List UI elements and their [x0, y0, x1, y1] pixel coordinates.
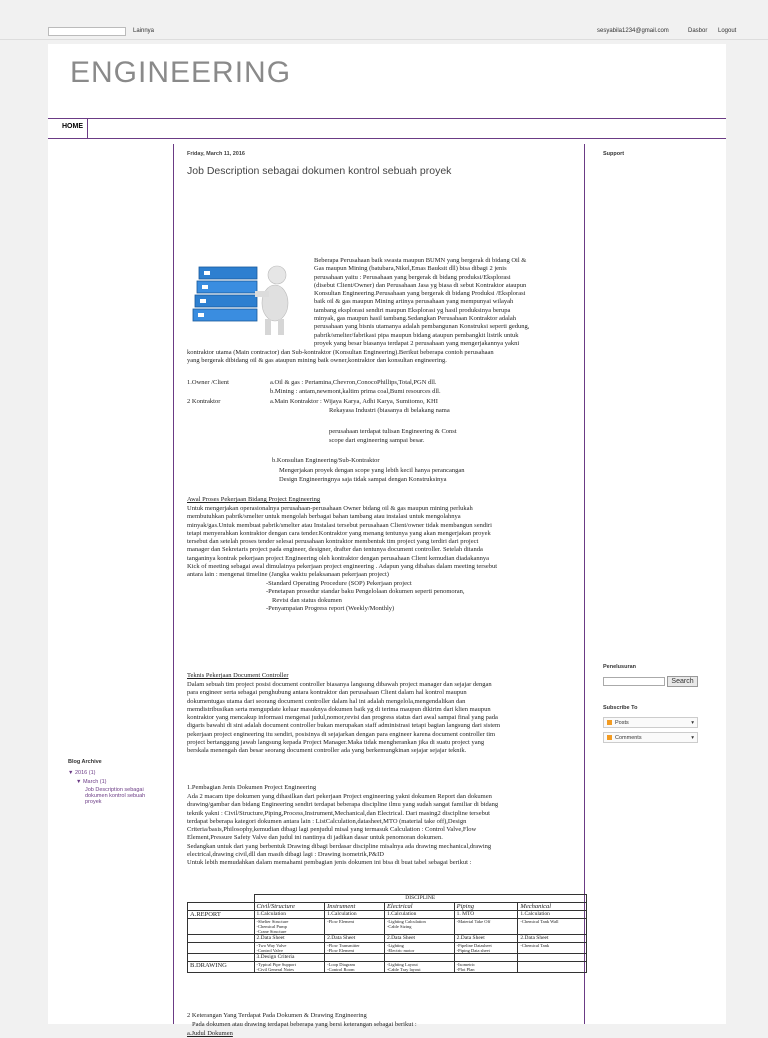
section-1-line: tanganinya kontrak pekerjaan project Engineering oleh kontraktor dengan perusahaan Client kemudian diadakannya [187, 554, 489, 562]
table-cell: 1. MTO [454, 911, 518, 919]
section-1-heading: Awal Proses Pekerjaan Bidang Project Engineering [187, 496, 321, 503]
section-2-heading: Teknis Pekerjaan Document Controller [187, 672, 289, 679]
kontraktor-line-3: perusahaan terdapat tulisan Engineering & Const [329, 428, 457, 435]
search-button[interactable]: Search [667, 676, 698, 687]
section-3-line: Untuk lebih memudahkan dalam memahami pembagian jenis dokumen ini bisa di buat tabel sebagai berikut : [187, 859, 472, 867]
table-cell: 2.Data Sheet [454, 935, 518, 943]
table-cell [518, 962, 587, 973]
table-cell: 1.Calculation [518, 911, 587, 919]
section-3-line: teknik yakni : Civil/Structure,Piping,Process,Instrument,Mechanical,dan Electrical. Dari masing2 discipline tersebut [187, 809, 490, 817]
support-title: Support [603, 151, 625, 157]
kontraktor-line-5: b.Konsultan Engineering/Sub-Kontraktor [272, 457, 380, 464]
table-cell: -Flow Transmitter -Flow Element [325, 943, 385, 954]
table-cell: -Chemical Tank [518, 943, 587, 954]
table-cell: -Flow Element [325, 919, 385, 935]
subscribe-title: Subscribe To [603, 705, 638, 711]
section-1-line: Untuk mengerjakan operasionalnya perusahaan-perusahaan Owner bidang oil & gas maupun mining perlukah [187, 505, 473, 512]
table-cell: -Chemical Tank Wall [518, 919, 587, 935]
archive-month[interactable]: ▼ March (1) [76, 779, 107, 785]
logout-link[interactable]: Logout [718, 28, 737, 34]
post-intro-line: pabrik/smelter/fabrikasi pipa maupun bidang ataupun pembangkit listrik untuk [314, 331, 519, 339]
blog-archive [68, 759, 168, 805]
sidebar-search-input[interactable] [603, 677, 665, 686]
table-cell: -Lighting -Electric motor [384, 943, 454, 954]
section-2-line: pekerjaan project engineering itu sendiri, posisinya di sejajarkan dengan para engineer karena document controller tim [187, 730, 496, 738]
table-row [188, 935, 587, 943]
section-3-line: terdapat beberapa kategori dokumen antara lain : ListCalculation,datasheet,MTO (material take off),Design [187, 817, 467, 825]
post-intro-line: Konsultan Engineering.Perusahaan yang bergerak di bidang Produksi /Eksplorasi [314, 290, 526, 298]
kontraktor-label: 2 Kontraktor [187, 398, 221, 405]
table-cell: -Pipeline Datasheet -Piping Data sheet [454, 943, 518, 954]
section-3-line: Element,Pressure Safety Valve dan judul ini nantinya di jadikan dasar untuk penomoran dokumen. [187, 834, 443, 842]
table-header-cell: Mechanical [518, 903, 587, 911]
subscribe-comments-label: Comments [615, 735, 642, 741]
post-intro-line: perusahaan yang bisnis utamanya adalah pembangunan Konstruksi seperti gedung, [314, 323, 530, 331]
section-2-line: dokumentugas utama dari seorang document controller dalam hal ini adalah mengelola,mengendalikan dan [187, 697, 466, 705]
archive-year[interactable]: ▼ 2016 (1) [68, 770, 96, 776]
section-2-line: berskala menengah dan besar seorang document controller ada yang berkemungkinan sejajar sejajar teknik. [187, 747, 467, 755]
post-title[interactable]: Job Description sebagai dokumen kontrol sebuah proyek [187, 165, 452, 177]
table-cell: -Lighting Layout -Cable Tray layout [384, 962, 454, 973]
table-cell [188, 943, 255, 954]
post-intro-line: tambang eksplorasi sendiri maupun Eksplorasi yg hasil produksinya berupa [314, 306, 511, 314]
post-intro-line: yang bergerak dibidang oil & gas ataupun mining baik owner,kontraktor dan konsultan engineering. [187, 357, 447, 365]
search-title: Penelusuran [603, 664, 637, 670]
feed-icon [607, 735, 612, 740]
table-header-cell: Instrument [325, 903, 385, 911]
tabs-border-bottom [48, 138, 726, 139]
subscribe-comments[interactable] [603, 732, 698, 743]
top-navbar [0, 0, 768, 40]
archive-post-link[interactable]: Job Description sebagai dokumen kontrol sebuah proyek [85, 787, 146, 805]
report-label: A.REPORT [188, 911, 255, 919]
owner-line-1: a.Oil & gas : Pertamina,Chevron,ConocoPhillips,Total,PGN dll. [270, 379, 437, 386]
section-2-body [187, 681, 585, 756]
table-row [188, 954, 587, 962]
table-row [188, 962, 587, 973]
table-row [188, 911, 587, 919]
discipline-table [187, 894, 587, 973]
tab-home[interactable]: HOME [58, 119, 88, 138]
post-intro [314, 257, 584, 348]
post-column [173, 144, 585, 1037]
section-1-bullet: -Penyampaian Progress report (Weekly/Monthly) [266, 604, 395, 612]
owner-line-2: b.Mining : antam,newmont,kaltim prima coal,Bumi resources dll. [270, 388, 441, 395]
post-intro-line: Beberapa Perusahaan baik swasta maupun BUMN yang bergerak di bidang Oil & [314, 257, 527, 264]
section-1-line: tersebut dan setelah proses tender selesai perusahaan kontraktor membentuk tim project yang terdiri dari project [187, 538, 479, 546]
table-empty-header [188, 903, 255, 911]
table-cell [518, 954, 587, 962]
table-cell: 2.Data Sheet [384, 935, 454, 943]
table-cell: -Two Way Valve -Control Valve [254, 943, 325, 954]
blog-container [48, 44, 726, 1037]
section-3-line: drawing/gambar dan bidang Engineering sendiri terdapat beberapa discipline ilmu yang sudah sangat familiar di bidang [187, 801, 499, 809]
table-row [188, 943, 587, 954]
feed-icon [607, 720, 612, 725]
subscribe-posts[interactable] [603, 717, 698, 728]
dashboard-link[interactable]: Dasbor [688, 28, 708, 34]
section-4-line: Pada dokumen atau drawing terdapat beberapa yang bersi keterangan sebagai berikut : [192, 1021, 417, 1028]
post-intro-line: perusahaan yaitu : Perusahaan yang bergerak di bidang produksi/Eksplorasi [314, 273, 511, 281]
section-2-line: para engineer serta sebagai penghubung antara kontraktor dan perusahaan Client dalam hal kontrol maupun [187, 689, 467, 697]
post-intro-line: (disebut Client/Owner) dan Perusahaan Jasa yg biasa di sebut Kontraktor ataupun [314, 281, 527, 289]
section-1-line: minyak/gas.Untuk membuat pabrik/smelter atau Instalasi tersebut perusahaan Client/owner tidak membangun sendiri [187, 521, 492, 529]
post-intro-continued [187, 349, 585, 366]
table-cell: 2.Data Sheet [518, 935, 587, 943]
section-2-line: digaris bawahi di sini adalah document controller bukan merupakan staff administrasi tetapi bagian langsung dari sistem [187, 722, 501, 730]
more-link[interactable]: Lainnya [133, 28, 155, 34]
kontraktor-line-1: a.Main Kontraktor : Wijaya Karya, Adhi Karya, Sumitomo, KHI [270, 398, 438, 405]
section-4-sub: a.Judul Dokumen [187, 1030, 233, 1037]
post-intro-line: Gas maupun Mining (batubara,Nikel,Emas Bauksit dll) bisa dibagi 2 jenis [314, 265, 507, 273]
archive-title: Blog Archive [68, 759, 102, 765]
table-header-cell: Civil/Structure [254, 903, 325, 911]
section-3-body [187, 793, 585, 868]
table-title: DISCIPLINE [254, 895, 586, 903]
kontraktor-line-6: Mengerjakan proyek dengan scope yang lebih kecil hanya perancangan [279, 467, 465, 474]
user-email: sesyabila1234@gmail.com [597, 28, 669, 34]
table-cell [188, 919, 255, 935]
table-cell: 2.Data Sheet [254, 935, 325, 943]
section-1-line: antara lain : mengenai timeline (Jangka waktu pelaksanaan pekerjaan project) [187, 571, 389, 579]
kontraktor-line-7: Design Engineeringnya saja tidak sampai dengan Konstruksinya [279, 476, 447, 483]
post-intro-line: kontraktor utama (Main contractor) dan Sub-kontraktor (Konsultan Engineering).Berikut beberapa contoh perusahaan [187, 349, 494, 356]
table-cell: -Lighting Calculation -Cable Sizing [384, 919, 454, 935]
table-cell: -Loop Diagram -Control Room [325, 962, 385, 973]
chevron-down-icon: ▾ [691, 735, 694, 741]
section-1-line: tetapi menyerahkan kontraktor dengan cara tender.Kontraktor yang menang tentunya yang akan mengerjakan proyek [187, 529, 491, 537]
section-1-line: membutuhkan pabrik/smelter untuk mengolah berbagai bahan tambang atau instalasi untuk mengolahnya [187, 513, 461, 521]
table-cell [325, 954, 385, 962]
post-intro-line: baik oil & gas maupun Mining artinya perusahaan yang mempunyai wilayah [314, 298, 514, 306]
owner-label: 1.Owner /Client [187, 379, 229, 386]
table-cell: -Shelter Structure -Chemical Pump -Crane Structure [254, 919, 325, 935]
tabs-border-top [48, 118, 726, 119]
subscribe-posts-label: Posts [615, 720, 629, 726]
section-2-line: kontraktor yang mencakup informasi mengenai judul,nomor,revisi dan progress status dari awal sampai final yang pada [187, 714, 498, 722]
section-4-heading: 2 Keterangan Yang Terdapat Pada Dokumen & Drawing Engineering [187, 1012, 367, 1019]
table-cell [454, 954, 518, 962]
table-header-cell: Electrical [384, 903, 454, 911]
table-cell: 1.Calculation [254, 911, 325, 919]
section-1-bullet: -Penetapan prosedur standar baku Pengelolaan dokumen seperti penomoran, [266, 588, 465, 596]
table-cell [384, 954, 454, 962]
table-cell: 1.Calculation [384, 911, 454, 919]
post-illustration-image [189, 257, 309, 337]
table-row [188, 919, 587, 935]
table-header-cell: Piping [454, 903, 518, 911]
chevron-down-icon: ▾ [691, 720, 694, 726]
post-intro-line: minyak, gas maupun hasil tambang.Sedangkan Perusahaan Kontraktor adalah [314, 315, 516, 323]
navbar-search-input[interactable] [48, 27, 126, 36]
table-cell: -Isometric -Plot Plan [454, 962, 518, 973]
section-3-line: Sedangkan untuk dari yang berbentuk Drawing dibagi berdasar discipline misalnya ada drawing mechanical,drawing [187, 842, 492, 850]
section-3-line: electrical,drawing civil,dll dan masih dibagi lagi : Drawing isometrik,P&ID [187, 851, 384, 859]
post-date: Friday, March 11, 2016 [187, 151, 245, 157]
drawing-label: B.DRAWING [188, 962, 255, 973]
table-cell: -Typical Pipe Support -Civil General Notes [254, 962, 325, 973]
section-3-heading: 1.Pembagian Jenis Dokumen Project Engineering [187, 784, 317, 791]
table-cell: 1.Calculation [325, 911, 385, 919]
table-cell: 2.Data Sheet [325, 935, 385, 943]
section-1-bullet: -Standard Operating Procedure (SOP) Pekerjaan project [266, 580, 412, 587]
section-2-line: Dalam sebuah tim project posisi document controller biasanya langsung dibawah project manager dan sejajar dengan [187, 681, 492, 688]
post-intro-line: proyek yang besar biasanya terdapat 2 perusahaan yang mengerjakannya yakni [314, 339, 520, 347]
section-1-line: Kick of meeting sebagai awal dimulainya pekerjaan project engineering . Adapun yang dibahas dalam meeting tersebut [187, 563, 498, 571]
section-3-line: Ada 2 macam tipe dokumen yang dihasilkan dari pekerjaan Project engineering yakni dokumen Report dan dokumen [187, 793, 492, 800]
kontraktor-line-4: scope dari engineering sampai besar. [329, 437, 425, 444]
table-cell [188, 935, 255, 943]
table-corner-cell [188, 895, 255, 903]
table-cell [188, 954, 255, 962]
blog-title[interactable]: ENGINEERING [70, 56, 292, 89]
section-2-line: project bertanggung jawab langsung kepada Project Manager.Maka tidak mengherankan jika di suatu project yang [187, 739, 485, 747]
section-1-line: manager dan Sekretaris project pada engineer, designer, drafter dan tentunya document controller. Setelah ditanda [187, 546, 483, 554]
section-1-body [187, 505, 585, 580]
section-2-line: memdistribusikan serta mengupdate keluar masuknya dokumen baik yg di terima maupun dikirim dari klien maupun [187, 705, 491, 713]
section-1-bullet: Revisi dan status dokumen [272, 596, 342, 604]
table-cell: -Material Take Off [454, 919, 518, 935]
table-cell: 3.Design Criteria [254, 954, 325, 962]
section-1-bullets [266, 580, 465, 613]
kontraktor-line-2: Rekayasa Industri (biasanya di belakang nama [329, 407, 450, 414]
section-3-line: Criteria/basis,Philosophy,kemudian dibagi lagi penjudul misal yang termasuk Calculation : Control Valve,Flow [187, 826, 477, 834]
